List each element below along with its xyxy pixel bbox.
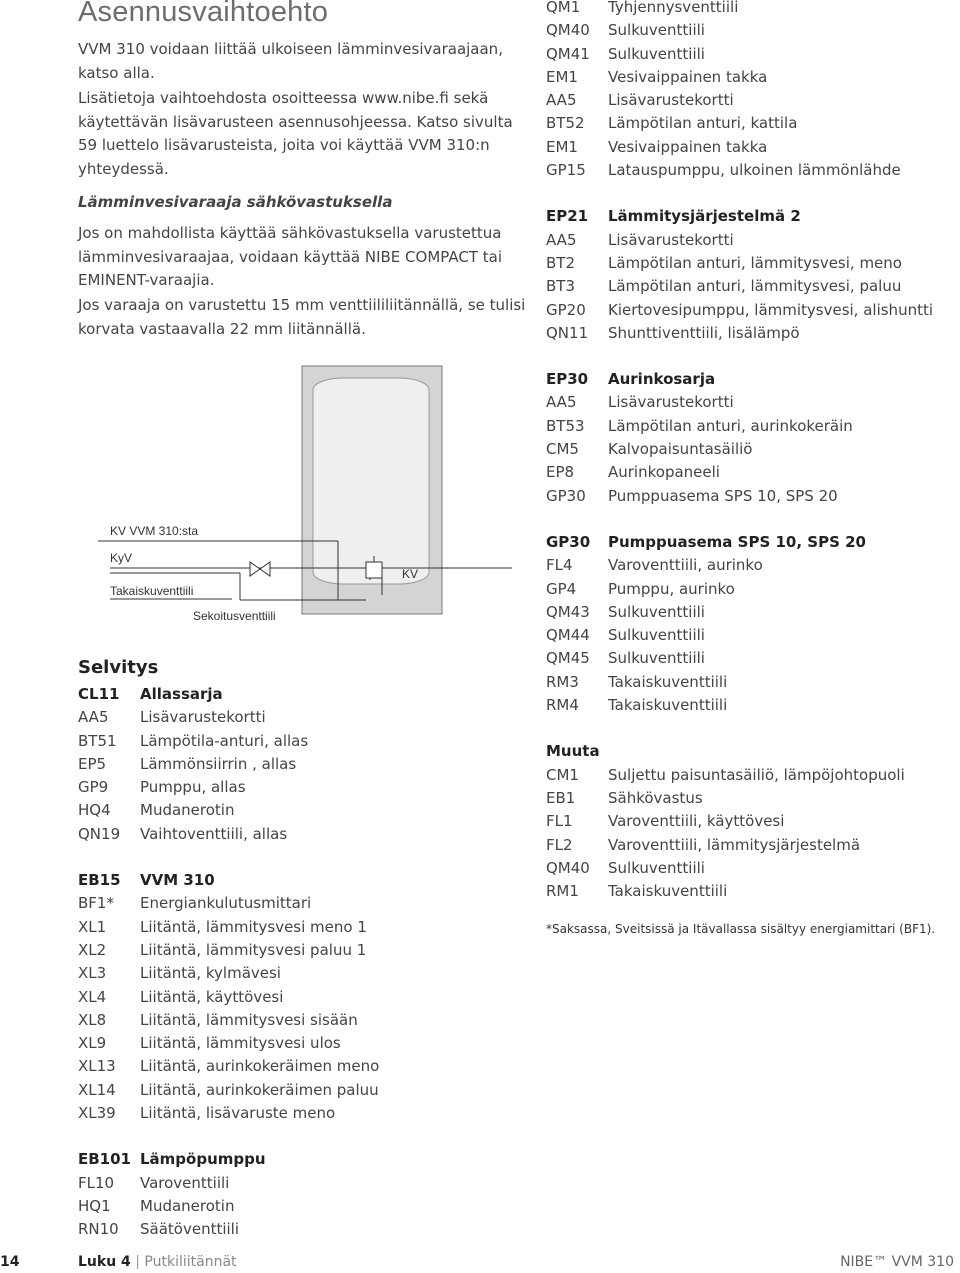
legend-row: QM44 Sulkuventtiili (546, 626, 705, 645)
diagram-label-kyv: KyV (110, 551, 133, 565)
legend-row: QM1 Tyhjennysventtiili (546, 0, 739, 16)
legend-row: BT2 Lämpötilan anturi, lämmitysvesi, meno (546, 253, 902, 272)
legend-group-top (546, 0, 933, 182)
legend-row: FL10 Varoventtiili (78, 1173, 230, 1192)
footnote: *Saksassa, Sveitsissä ja Itävallassa sisältyy energiamittari (BF1). (546, 922, 936, 936)
legend-row: QM40 Sulkuventtiili (546, 858, 705, 877)
legend-group-head: EB15 VVM 310 (78, 871, 215, 890)
legend-row: EM1 Vesivaippainen takka (546, 67, 768, 86)
legend-row: FL2 Varoventtiili, lämmitysjärjestelmä (546, 835, 861, 854)
legend-left (78, 655, 379, 1242)
diagram-label-kv: KV (402, 567, 419, 581)
legend-row: QM40 Sulkuventtiili (546, 21, 705, 40)
legend-row: RM4 Takaiskuventtiili (546, 696, 728, 715)
legend-row: GP4 Pumppu, aurinko (546, 579, 735, 598)
legend-group-muuta (546, 740, 933, 903)
legend-row: HQ4 Mudanerotin (78, 801, 235, 820)
body-paragraph-1: Jos on mahdollista käyttää sähkövastuksella varustettua lämminvesivaraajaa, voidaan käyttää NIBE COMPACT tai EMINENT-varaajia. (78, 224, 502, 289)
legend-group-eb101 (78, 1148, 379, 1241)
legend-row: QM45 Sulkuventtiili (546, 649, 705, 668)
legend-row: XL13 Liitäntä, aurinkokeräimen meno (78, 1057, 380, 1076)
legend-group-eb15 (78, 869, 379, 1125)
footer-product: NIBE™ VVM 310 (840, 1254, 954, 1270)
legend-group-head: CL11 Allassarja (78, 685, 223, 703)
legend-row: CM1 Suljettu paisuntasäiliö, lämpöjohtopuoli (546, 765, 905, 784)
legend-row: EP5 Lämmönsiirrin , allas (78, 754, 297, 773)
check-valve-icon (250, 562, 270, 576)
legend-row: QM43 Sulkuventtiili (546, 602, 705, 621)
legend-group-ep21 (546, 205, 933, 345)
legend-group-head: GP30 Pumppuasema SPS 10, SPS 20 (546, 532, 866, 551)
legend-row: AA5 Lisävarustekortti (546, 393, 734, 412)
legend-row: BT53 Lämpötilan anturi, aurinkokeräin (546, 416, 853, 435)
legend-group-head: EB101 Lämpöpumppu (78, 1150, 266, 1169)
legend-title: Selvitys (78, 657, 159, 678)
body-paragraph-2: Jos varaaja on varustettu 15 mm venttiililiitännällä, se tulisi korvata vastaavalla 22 mm liitännällä. (78, 296, 526, 338)
legend-right (546, 0, 933, 903)
intro-paragraph-2: Lisätietoja vaihtoehdosta osoitteessa www.nibe.fi sekä käytettävän lisävarusteen asennusohjeessa. Katso sivulta 59 luettelo lisävarusteista, joita voi käyttää VVM 310:n yhteydessä. (78, 89, 513, 178)
legend-row: GP15 Latauspumppu, ulkoinen lämmönlähde (546, 161, 901, 180)
legend-row: EP8 Aurinkopaneeli (546, 463, 720, 482)
legend-row: EB1 Sähkövastus (546, 788, 703, 807)
muuta-title: Muuta (546, 742, 600, 761)
legend-row: EM1 Vesivaippainen takka (546, 137, 768, 156)
legend-row: AA5 Lisävarustekortti (546, 230, 734, 249)
legend-row: XL9 Liitäntä, lämmitysvesi ulos (78, 1034, 341, 1053)
section-subtitle: Lämminvesivaraaja sähkövastuksella (78, 193, 393, 211)
legend-row: CM5 Kalvopaisuntasäiliö (546, 440, 753, 459)
legend-row: GP9 Pumppu, allas (78, 778, 246, 797)
water-heater-inner (313, 378, 429, 584)
legend-row: FL1 Varoventtiili, käyttövesi (546, 812, 785, 831)
legend-row: XL14 Liitäntä, aurinkokeräimen paluu (78, 1080, 379, 1099)
footer-chapter (78, 1254, 237, 1270)
legend-row: GP30 Pumppuasema SPS 10, SPS 20 (546, 486, 838, 505)
legend-group-ep30 (546, 368, 933, 508)
legend-row: GP20 Kiertovesipumppu, lämmitysvesi, alishuntti (546, 300, 934, 319)
footer-chapter-name: Putkiliitännät (144, 1254, 237, 1270)
legend-group-cl11 (78, 683, 379, 846)
legend-row: XL4 Liitäntä, käyttövesi (78, 987, 284, 1006)
legend-row: XL39 Liitäntä, lisävaruste meno (78, 1104, 336, 1123)
legend-row: FL4 Varoventtiili, aurinko (546, 556, 763, 575)
legend-row: RM3 Takaiskuventtiili (546, 672, 728, 691)
legend-row: AA5 Lisävarustekortti (78, 708, 266, 727)
legend-row: XL1 Liitäntä, lämmitysvesi meno 1 (78, 917, 367, 936)
legend-row: AA5 Lisävarustekortti (546, 91, 734, 110)
footer-separator: | (135, 1254, 140, 1270)
intro-paragraph-1: VVM 310 voidaan liittää ulkoiseen lämminvesivaraajaan, katso alla. (78, 40, 503, 82)
legend-row: RM1 Takaiskuventtiili (546, 882, 728, 901)
legend-row: QN19 Vaihtoventtiili, allas (78, 824, 288, 843)
legend-row: RN10 Säätöventtiili (78, 1220, 240, 1239)
legend-group-head: EP30 Aurinkosarja (546, 370, 716, 389)
legend-row: HQ1 Mudanerotin (78, 1196, 235, 1215)
diagram-label-sekoitus: Sekoitusventtiili (193, 609, 276, 623)
legend-row: XL8 Liitäntä, lämmitysvesi sisään (78, 1010, 358, 1029)
legend-row: QM41 Sulkuventtiili (546, 44, 705, 63)
page-number: 14 (0, 1254, 20, 1270)
page-title: Asennusvaihtoehto (78, 0, 329, 28)
legend-group-gp30 (546, 531, 933, 717)
legend-row: XL2 Liitäntä, lämmitysvesi paluu 1 (78, 940, 367, 959)
legend-row: XL3 Liitäntä, kylmävesi (78, 964, 281, 983)
legend-row: BF1* Energiankulutusmittari (78, 894, 312, 913)
diagram-label-takaisku: Takaiskuventtiili (110, 584, 194, 598)
legend-row: BT3 Lämpötilan anturi, lämmitysvesi, paluu (546, 277, 902, 296)
footer-chapter-number: Luku 4 (78, 1254, 131, 1270)
legend-row: BT51 Lämpötila-anturi, allas (78, 731, 309, 750)
legend-row: QN11 Shunttiventtiili, lisälämpö (546, 323, 800, 342)
diagram-label-kv-vvm: KV VVM 310:sta (110, 524, 199, 538)
legend-group-head: EP21 Lämmitysjärjestelmä 2 (546, 207, 801, 226)
legend-row: BT52 Lämpötilan anturi, kattila (546, 114, 798, 133)
